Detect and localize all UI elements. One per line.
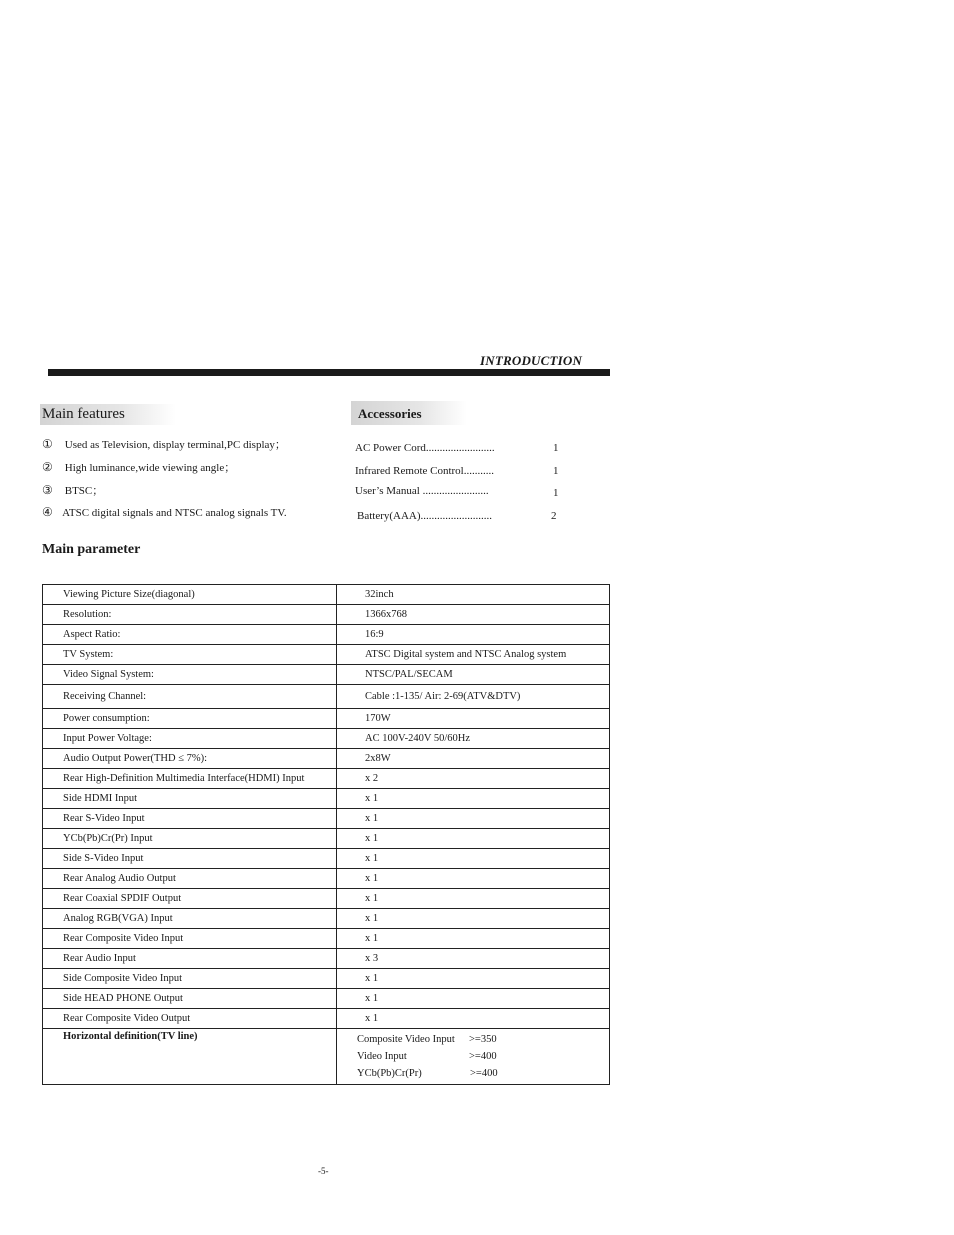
param-value: AC 100V-240V 50/60Hz xyxy=(337,729,610,749)
feature-text: BTSC； xyxy=(64,485,104,497)
feature-text: High luminance,wide viewing angle； xyxy=(64,462,236,474)
feature-item xyxy=(42,505,287,520)
accessory-name: Battery(AAA).......................... xyxy=(357,510,493,522)
param-label: Analog RGB(VGA) Input xyxy=(43,909,337,929)
accessory-qty: 1 xyxy=(553,465,559,477)
param-label: Rear S-Video Input xyxy=(43,809,337,829)
param-value: x 1 xyxy=(337,1009,610,1029)
table-row xyxy=(43,789,610,809)
table-row xyxy=(43,709,610,729)
param-value: x 1 xyxy=(337,889,610,909)
table-row xyxy=(43,929,610,949)
param-value: 32inch xyxy=(337,585,610,605)
param-label: Rear Composite Video Output xyxy=(43,1009,337,1029)
parameter-table xyxy=(42,584,610,1085)
param-value xyxy=(337,1029,610,1085)
param-value: x 1 xyxy=(337,809,610,829)
table-row xyxy=(43,809,610,829)
table-row xyxy=(43,969,610,989)
param-value: x 1 xyxy=(337,989,610,1009)
param-label: Rear Coaxial SPDIF Output xyxy=(43,889,337,909)
feature-text: ATSC digital signals and NTSC analog signals TV. xyxy=(62,507,287,519)
param-value: ATSC Digital system and NTSC Analog system xyxy=(337,645,610,665)
feature-item xyxy=(42,482,103,498)
list-item: Composite Video Input >=350 xyxy=(357,1034,497,1045)
accessories-title: Accessories xyxy=(358,406,422,421)
param-label: Resolution: xyxy=(43,605,337,625)
param-value: x 1 xyxy=(337,929,610,949)
param-value: 16:9 xyxy=(337,625,610,645)
section-title: INTRODUCTION xyxy=(480,353,583,368)
param-value: x 1 xyxy=(337,789,610,809)
table-row xyxy=(43,585,610,605)
horizontal-definition-list xyxy=(357,1031,609,1082)
table-row xyxy=(43,889,610,909)
param-label: Input Power Voltage: xyxy=(43,729,337,749)
accessory-qty: 1 xyxy=(553,487,559,499)
param-label: YCb(Pb)Cr(Pr) Input xyxy=(43,829,337,849)
feature-number: ① xyxy=(42,437,53,451)
list-item: YCb(Pb)Cr(Pr) >=400 xyxy=(357,1068,498,1079)
accessory-name: Infrared Remote Control........... xyxy=(355,465,494,477)
table-row xyxy=(43,1029,610,1085)
feature-text: Used as Television, display terminal,PC display； xyxy=(64,439,286,451)
param-value: 2x8W xyxy=(337,749,610,769)
param-label: TV System: xyxy=(43,645,337,665)
param-label: Side HDMI Input xyxy=(43,789,337,809)
table-row xyxy=(43,685,610,709)
main-parameter-title: Main parameter xyxy=(42,542,141,557)
param-label: Rear High-Definition Multimedia Interface(HDMI) Input xyxy=(43,769,337,789)
param-value: x 1 xyxy=(337,829,610,849)
feature-number: ② xyxy=(42,460,53,474)
table-row xyxy=(43,749,610,769)
param-value: x 1 xyxy=(337,869,610,889)
accessory-qty: 1 xyxy=(553,442,559,454)
table-row xyxy=(43,909,610,929)
param-label: Rear Composite Video Input xyxy=(43,929,337,949)
param-label: Video Signal System: xyxy=(43,665,337,685)
feature-number: ③ xyxy=(42,483,53,497)
param-value: 1366x768 xyxy=(337,605,610,625)
param-label: Side Composite Video Input xyxy=(43,969,337,989)
list-item: Video Input >=400 xyxy=(357,1051,497,1062)
accessory-qty: 2 xyxy=(551,510,557,522)
table-row xyxy=(43,625,610,645)
accessory-name: AC Power Cord......................... xyxy=(355,442,495,454)
param-value: x 1 xyxy=(337,969,610,989)
param-label: Side S-Video Input xyxy=(43,849,337,869)
table-row xyxy=(43,605,610,625)
param-value: x 2 xyxy=(337,769,610,789)
param-value: NTSC/PAL/SECAM xyxy=(337,665,610,685)
param-label: Aspect Ratio: xyxy=(43,625,337,645)
param-label: Rear Audio Input xyxy=(43,949,337,969)
param-label: Power consumption: xyxy=(43,709,337,729)
param-label: Audio Output Power(THD ≤ 7%): xyxy=(43,749,337,769)
table-row xyxy=(43,949,610,969)
table-row xyxy=(43,645,610,665)
table-row xyxy=(43,729,610,749)
feature-number: ④ xyxy=(42,505,53,519)
param-label: Rear Analog Audio Output xyxy=(43,869,337,889)
main-features-title: Main features xyxy=(42,406,125,422)
table-row xyxy=(43,1009,610,1029)
table-row xyxy=(43,665,610,685)
feature-item xyxy=(42,436,286,452)
feature-item xyxy=(42,459,235,475)
param-value: x 3 xyxy=(337,949,610,969)
param-value: x 1 xyxy=(337,849,610,869)
param-label: Viewing Picture Size(diagonal) xyxy=(43,585,337,605)
param-label: Side HEAD PHONE Output xyxy=(43,989,337,1009)
table-row xyxy=(43,769,610,789)
table-row xyxy=(43,849,610,869)
accessory-name: User’s Manual ........................ xyxy=(355,485,489,497)
param-label: Receiving Channel: xyxy=(43,685,337,709)
table-row xyxy=(43,869,610,889)
header-rule xyxy=(48,369,610,376)
param-label: Horizontal definition(TV line) xyxy=(43,1029,337,1085)
param-value: Cable :1-135/ Air: 2-69(ATV&DTV) xyxy=(337,685,610,709)
param-value: 170W xyxy=(337,709,610,729)
page-number: -5- xyxy=(318,1166,329,1176)
table-row xyxy=(43,829,610,849)
table-row xyxy=(43,989,610,1009)
param-value: x 1 xyxy=(337,909,610,929)
